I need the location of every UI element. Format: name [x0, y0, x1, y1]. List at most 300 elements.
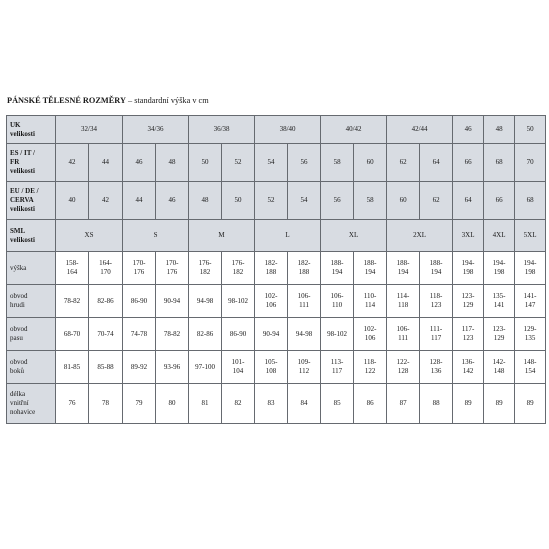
cell-value: 3XL — [461, 231, 475, 240]
cell-value: 84 — [300, 399, 308, 408]
table-cell — [123, 285, 156, 318]
cell-value: 76 — [68, 399, 76, 408]
table-cell — [255, 384, 288, 424]
cell-value: 89 — [464, 399, 472, 408]
table-row-delka-nohavice — [7, 384, 546, 424]
cell-value: 112 — [298, 367, 310, 375]
cell-value: 98-102 — [327, 329, 347, 338]
table-cell — [321, 182, 354, 220]
cell-value: 188 — [265, 268, 277, 276]
table-cell — [56, 384, 89, 424]
cell-value: 42 — [68, 158, 76, 167]
table-cell — [156, 384, 189, 424]
row-label-uk — [7, 116, 56, 144]
cell-value: 164 — [66, 268, 78, 276]
row-label-sml — [7, 220, 56, 252]
table-cell — [123, 318, 156, 351]
table-cell — [89, 285, 123, 318]
cell-value: 54 — [300, 196, 308, 205]
cell-value: 98-102 — [228, 296, 248, 305]
cell-value: 50 — [526, 125, 534, 134]
table-cell — [123, 351, 156, 384]
row-label-line: velikosti — [10, 204, 35, 213]
row-label-line: obvod — [10, 358, 28, 367]
cell-value: 106- — [297, 292, 311, 301]
cell-value: 114- — [396, 292, 410, 301]
table-cell — [387, 182, 420, 220]
table-cell — [56, 252, 89, 285]
cell-value: 38/40 — [279, 125, 296, 134]
cell-value: 58 — [333, 158, 341, 167]
cell-value: 164- — [99, 259, 112, 268]
table-cell — [354, 252, 387, 285]
table-cell — [255, 318, 288, 351]
cell-value: 118 — [397, 301, 409, 309]
table-cell — [453, 144, 484, 182]
cell-value: 90-94 — [262, 329, 280, 338]
row-label-line: velikosti — [10, 235, 35, 244]
cell-value: 74-78 — [130, 329, 148, 338]
table-cell — [255, 285, 288, 318]
cell-value: 85-88 — [97, 362, 114, 371]
table-cell — [515, 318, 546, 351]
table-cell — [156, 318, 189, 351]
table-cell — [453, 220, 484, 252]
table-cell — [453, 182, 484, 220]
cell-value: 60 — [366, 158, 374, 167]
table-cell — [156, 285, 189, 318]
table-cell — [255, 351, 288, 384]
cell-value: 102- — [264, 292, 278, 301]
row-label-obvod-boku — [7, 351, 56, 384]
cell-value: 78-82 — [163, 329, 181, 338]
cell-value: 42/44 — [411, 125, 428, 134]
table-cell — [515, 182, 546, 220]
cell-value: 188- — [396, 259, 410, 268]
cell-value: 89 — [526, 399, 534, 408]
table-cell — [189, 351, 222, 384]
cell-value: 198 — [524, 268, 536, 276]
cell-value: 46 — [135, 158, 143, 167]
title-sub: – standardní výška v cm — [125, 96, 209, 105]
cell-value: 106- — [396, 325, 410, 334]
cell-value: 81-85 — [63, 362, 81, 371]
table-cell — [484, 144, 515, 182]
cell-value: 123- — [461, 292, 475, 301]
table-cell — [420, 252, 453, 285]
cell-value: 62 — [432, 196, 440, 205]
table-cell — [56, 220, 123, 252]
cell-value: 141 — [493, 301, 505, 309]
cell-value: 188- — [429, 259, 443, 268]
table-cell — [453, 116, 484, 144]
table-cell — [89, 318, 123, 351]
row-label-line: délka — [10, 390, 26, 399]
cell-value: 117 — [430, 334, 442, 342]
row-label-line: pasu — [10, 334, 23, 342]
table-cell — [321, 351, 354, 384]
cell-value: 111 — [299, 301, 310, 309]
cell-value: 101- — [231, 358, 245, 367]
table-cell — [484, 220, 515, 252]
cell-value: 176- — [198, 259, 212, 268]
cell-value: 58 — [366, 196, 374, 205]
cell-value: 82-86 — [97, 296, 114, 305]
cell-value: 81 — [201, 399, 209, 408]
cell-value: 5XL — [523, 231, 537, 240]
table-cell — [288, 252, 321, 285]
page-title — [7, 96, 209, 105]
table-row-obvod-boku — [7, 351, 546, 384]
table-cell — [56, 318, 89, 351]
cell-value: 147 — [524, 301, 536, 309]
row-label-line: EU / DE / — [10, 187, 39, 196]
cell-value: 194 — [430, 268, 442, 276]
cell-value: 48 — [168, 158, 176, 167]
cell-value: 44 — [102, 158, 109, 167]
cell-value: 198 — [462, 268, 474, 276]
table-cell — [420, 351, 453, 384]
table-cell — [420, 182, 453, 220]
table-cell — [387, 116, 453, 144]
cell-value: 135- — [492, 292, 506, 301]
size-chart-table — [6, 115, 546, 424]
cell-value: 36/38 — [213, 125, 230, 134]
table-cell — [321, 220, 387, 252]
cell-value: 64 — [432, 158, 440, 167]
table-cell — [123, 220, 189, 252]
row-label-line: ES / IT / — [10, 149, 35, 158]
table-cell — [321, 252, 354, 285]
table-cell — [387, 220, 453, 252]
cell-value: 106 — [265, 301, 277, 309]
cell-value: 176- — [231, 259, 245, 268]
table-cell — [56, 144, 89, 182]
table-cell — [89, 182, 123, 220]
size-chart-body — [7, 116, 546, 424]
cell-value: 106 — [364, 334, 376, 342]
cell-value: 176 — [166, 268, 178, 276]
table-cell — [420, 144, 453, 182]
cell-value: 182- — [264, 259, 278, 268]
table-cell — [222, 351, 255, 384]
table-row-es — [7, 144, 546, 182]
table-cell — [189, 116, 255, 144]
row-label-line: nohavice — [10, 407, 36, 416]
cell-value: 56 — [300, 158, 308, 167]
table-cell — [255, 220, 321, 252]
cell-value: 82-86 — [196, 329, 214, 338]
cell-value: 123 — [462, 334, 474, 342]
table-cell — [453, 252, 484, 285]
cell-value: 122- — [396, 358, 410, 367]
cell-value: 170 — [100, 268, 111, 276]
table-row-sml — [7, 220, 546, 252]
cell-value: 60 — [399, 196, 407, 205]
cell-value: 194 — [397, 268, 409, 276]
table-cell — [56, 116, 123, 144]
table-cell — [484, 318, 515, 351]
cell-value: 68 — [495, 158, 503, 167]
cell-value: 108 — [265, 367, 277, 375]
cell-value: 102- — [363, 325, 377, 334]
cell-value: 176 — [133, 268, 145, 276]
cell-value: 54 — [267, 158, 275, 167]
table-cell — [387, 384, 420, 424]
table-cell — [189, 318, 222, 351]
cell-value: 182 — [199, 268, 211, 276]
cell-value: 78 — [102, 399, 109, 408]
cell-value: 148 — [493, 367, 505, 375]
cell-value: 46 — [464, 125, 472, 134]
table-cell — [515, 351, 546, 384]
table-cell — [515, 285, 546, 318]
cell-value: 128 — [397, 367, 409, 375]
cell-value: 188 — [298, 268, 310, 276]
cell-value: 94-98 — [196, 296, 214, 305]
row-label-line: velikosti — [10, 129, 35, 138]
table-cell — [453, 285, 484, 318]
table-cell — [89, 252, 123, 285]
cell-value: 48 — [495, 125, 503, 134]
cell-value: 182- — [297, 259, 311, 268]
table-cell — [56, 285, 89, 318]
row-label-line: výška — [10, 263, 27, 272]
cell-value: 111- — [429, 325, 443, 334]
table-cell — [387, 285, 420, 318]
table-cell — [484, 285, 515, 318]
cell-value: 94-98 — [295, 329, 313, 338]
cell-value: 52 — [234, 158, 242, 167]
table-cell — [515, 144, 546, 182]
cell-value: 111 — [398, 334, 409, 342]
row-label-line: hrudi — [10, 301, 25, 309]
table-cell — [354, 285, 387, 318]
table-cell — [222, 144, 255, 182]
table-cell — [288, 182, 321, 220]
cell-value: 86-90 — [130, 296, 148, 305]
cell-value: 194 — [331, 268, 343, 276]
table-cell — [56, 182, 89, 220]
cell-value: 70-74 — [97, 329, 114, 338]
row-label-line: SML — [10, 226, 26, 235]
cell-value: L — [285, 231, 290, 240]
cell-value: 70 — [526, 158, 534, 167]
cell-value: 128- — [429, 358, 443, 367]
cell-value: 182 — [232, 268, 244, 276]
table-row-obvod-hrudi — [7, 285, 546, 318]
table-cell — [515, 252, 546, 285]
table-cell — [255, 116, 321, 144]
cell-value: 142- — [492, 358, 506, 367]
table-cell — [123, 144, 156, 182]
cell-value: 194- — [492, 259, 506, 268]
cell-value: XL — [348, 231, 359, 240]
cell-value: 34/36 — [147, 125, 164, 134]
cell-value: 42 — [102, 196, 109, 205]
cell-value: 118- — [429, 292, 443, 301]
table-cell — [321, 144, 354, 182]
cell-value: 154 — [524, 367, 536, 375]
cell-value: 66 — [464, 158, 472, 167]
cell-value: 32/34 — [81, 125, 97, 134]
cell-value: 123 — [430, 301, 442, 309]
cell-value: 86-90 — [229, 329, 247, 338]
cell-value: 194- — [461, 259, 475, 268]
table-cell — [123, 384, 156, 424]
table-cell — [484, 116, 515, 144]
row-label-line: obvod — [10, 292, 28, 301]
title-main: PÁNSKÉ TĚLESNÉ ROZMĚRY — [7, 96, 126, 105]
cell-value: 52 — [267, 196, 275, 205]
cell-value: 79 — [135, 399, 143, 408]
cell-value: 104 — [232, 367, 244, 375]
cell-value: 4XL — [492, 231, 506, 240]
table-cell — [453, 351, 484, 384]
table-cell — [123, 182, 156, 220]
row-label-eu — [7, 182, 56, 220]
cell-value: 50 — [201, 158, 209, 167]
cell-value: 123- — [492, 325, 506, 334]
cell-value: 90-94 — [163, 296, 181, 305]
cell-value: 64 — [464, 196, 472, 205]
cell-value: 88 — [432, 399, 440, 408]
cell-value: 158- — [65, 259, 79, 268]
table-cell — [515, 384, 546, 424]
table-cell — [222, 318, 255, 351]
table-cell — [123, 116, 189, 144]
table-cell — [321, 318, 354, 351]
table-cell — [387, 252, 420, 285]
table-cell — [222, 384, 255, 424]
cell-value: 40/42 — [345, 125, 362, 134]
table-cell — [222, 285, 255, 318]
table-cell — [156, 182, 189, 220]
cell-value: 117 — [331, 367, 343, 375]
cell-value: 62 — [399, 158, 407, 167]
table-row-uk — [7, 116, 546, 144]
table-cell — [255, 252, 288, 285]
row-label-line: boků — [10, 367, 24, 375]
table-row-eu — [7, 182, 546, 220]
table-cell — [222, 182, 255, 220]
cell-value: XS — [84, 231, 94, 240]
table-cell — [288, 285, 321, 318]
row-label-line: UK — [10, 120, 21, 129]
cell-value: 110- — [363, 292, 377, 301]
table-cell — [89, 384, 123, 424]
table-cell — [189, 252, 222, 285]
cell-value: 56 — [333, 196, 341, 205]
cell-value: 194 — [364, 268, 376, 276]
table-cell — [354, 384, 387, 424]
cell-value: 129 — [493, 334, 505, 342]
row-label-delka-nohavice — [7, 384, 56, 424]
cell-value: 170- — [165, 259, 179, 268]
table-cell — [354, 351, 387, 384]
cell-value: 129 — [462, 301, 474, 309]
cell-value: 66 — [495, 196, 503, 205]
table-cell — [484, 384, 515, 424]
table-cell — [453, 384, 484, 424]
table-cell — [420, 318, 453, 351]
table-cell — [387, 351, 420, 384]
table-cell — [321, 384, 354, 424]
cell-value: 85 — [333, 399, 341, 408]
table-cell — [354, 144, 387, 182]
table-cell — [288, 318, 321, 351]
table-cell — [387, 318, 420, 351]
table-cell — [515, 116, 546, 144]
table-cell — [420, 384, 453, 424]
cell-value: 114 — [364, 301, 376, 309]
table-cell — [453, 318, 484, 351]
table-cell — [56, 351, 89, 384]
cell-value: M — [218, 231, 225, 240]
cell-value: 142 — [462, 367, 474, 375]
table-cell — [156, 144, 189, 182]
cell-value: 118- — [363, 358, 377, 367]
cell-value: 136- — [461, 358, 475, 367]
cell-value: 87 — [399, 399, 407, 408]
table-row-obvod-pasu — [7, 318, 546, 351]
table-cell — [89, 144, 123, 182]
cell-value: 68 — [526, 196, 534, 205]
cell-value: 40 — [68, 196, 76, 205]
table-cell — [89, 351, 123, 384]
table-cell — [354, 182, 387, 220]
cell-value: 97-100 — [195, 362, 215, 371]
row-label-obvod-pasu — [7, 318, 56, 351]
cell-value: 105- — [264, 358, 278, 367]
cell-value: 68-70 — [63, 329, 81, 338]
cell-value: 141- — [523, 292, 537, 301]
table-cell — [189, 285, 222, 318]
cell-value: 148- — [523, 358, 537, 367]
row-label-line: obvod — [10, 325, 28, 334]
table-cell — [189, 220, 255, 252]
row-label-obvod-hrudi — [7, 285, 56, 318]
cell-value: 82 — [234, 399, 242, 408]
table-cell — [484, 182, 515, 220]
table-cell — [484, 252, 515, 285]
table-cell — [321, 116, 387, 144]
cell-value: 78-82 — [63, 296, 81, 305]
cell-value: 122 — [364, 367, 376, 375]
cell-value: 86 — [366, 399, 374, 408]
cell-value: 50 — [234, 196, 242, 205]
table-cell — [255, 182, 288, 220]
cell-value: 117- — [461, 325, 475, 334]
cell-value: 170- — [132, 259, 146, 268]
cell-value: 109- — [297, 358, 311, 367]
cell-value: 135 — [524, 334, 536, 342]
table-cell — [156, 252, 189, 285]
table-cell — [288, 144, 321, 182]
cell-value: 188- — [363, 259, 377, 268]
cell-value: 80 — [168, 399, 176, 408]
cell-value: 194- — [523, 259, 537, 268]
cell-value: 106- — [330, 292, 344, 301]
table-cell — [156, 351, 189, 384]
row-label-line: vnitřní — [10, 399, 29, 408]
cell-value: 2XL — [413, 231, 426, 240]
row-label-vyska — [7, 252, 56, 285]
cell-value: 188- — [330, 259, 344, 268]
cell-value: 93-96 — [163, 362, 181, 371]
row-label-line: CERVA — [10, 196, 34, 205]
table-cell — [515, 220, 546, 252]
